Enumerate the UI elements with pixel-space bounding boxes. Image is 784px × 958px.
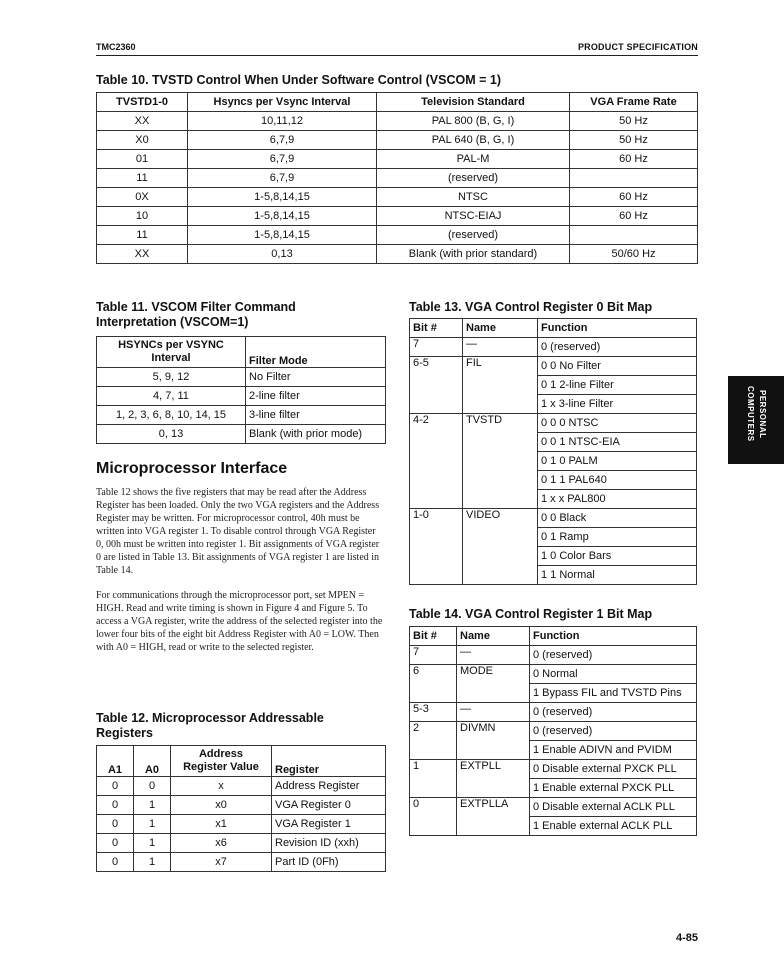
table11-cell: 4, 7, 11	[97, 387, 246, 406]
table11-row	[97, 406, 386, 425]
page-number: 4-85	[675, 932, 698, 944]
table13-name-cell: FIL	[463, 357, 538, 414]
table13-bit-cell: 7	[410, 338, 463, 357]
side-tab-text: PERSONAL	[758, 390, 767, 439]
table10-header: TVSTD1-0	[97, 93, 188, 112]
table11-header	[97, 337, 246, 368]
table14-bit-cell: 0	[410, 798, 457, 836]
table14-bit-cell: 7	[410, 646, 457, 665]
table10-row	[97, 131, 698, 150]
table14-name-cell: DIVMN	[457, 722, 530, 760]
table10-cell: (reserved)	[377, 169, 570, 188]
table11-cell: No Filter	[246, 368, 386, 387]
table13-function-cell: 0 0 Black	[538, 509, 697, 528]
table14-row	[410, 665, 697, 684]
table13-function-cell: 0 1 2-line Filter	[538, 376, 697, 395]
table10-cell: 10,11,12	[188, 112, 377, 131]
table12-cell: 0	[97, 853, 134, 872]
table10-header: Hsyncs per Vsync Interval	[188, 93, 377, 112]
table10-cell: (reserved)	[377, 226, 570, 245]
table13-function-cell: 0 0 No Filter	[538, 357, 697, 376]
table12-cell: 1	[134, 815, 171, 834]
table12-caption-line: Registers	[96, 726, 153, 740]
table13-function-cell: 1 1 Normal	[538, 566, 697, 585]
table12-cell: Revision ID (xxh)	[272, 834, 386, 853]
table13-header: Name	[463, 319, 538, 338]
table13-header: Function	[538, 319, 697, 338]
table10-cell: PAL-M	[377, 150, 570, 169]
table12-cell: 0	[97, 834, 134, 853]
table10-row	[97, 169, 698, 188]
table13-function-cell: 1 0 Color Bars	[538, 547, 697, 566]
table14-function-cell: 1 Enable external ACLK PLL	[530, 817, 697, 836]
table14	[409, 626, 697, 836]
table12-cell: 0	[97, 777, 134, 796]
table13-name-cell: —	[463, 338, 538, 357]
table12-cell: x	[171, 777, 272, 796]
table13-row	[410, 357, 697, 376]
table10-cell: PAL 640 (B, G, I)	[377, 131, 570, 150]
table12-row	[97, 853, 386, 872]
table11-row	[97, 425, 386, 444]
table12-row	[97, 777, 386, 796]
table10-cell: 01	[97, 150, 188, 169]
table12-header: A1	[97, 746, 134, 777]
table11-row	[97, 368, 386, 387]
table12-cell: Address Register	[272, 777, 386, 796]
table12-cell: x7	[171, 853, 272, 872]
table13-function-cell: 0 0 0 NTSC	[538, 414, 697, 433]
table10-cell: 60 Hz	[570, 207, 698, 226]
table13-function-cell: 0 1 0 PALM	[538, 452, 697, 471]
table14-bit-cell: 1	[410, 760, 457, 798]
table10-cell: NTSC	[377, 188, 570, 207]
table10-cell	[570, 226, 698, 245]
table10-cell: XX	[97, 245, 188, 264]
table11	[96, 336, 386, 444]
table12-cell: Part ID (0Fh)	[272, 853, 386, 872]
table14-function-cell: 0 Disable external PXCK PLL	[530, 760, 697, 779]
table11-cell: 2-line filter	[246, 387, 386, 406]
table14-function-cell: 0 Disable external ACLK PLL	[530, 798, 697, 817]
table12-header-line: Register Value	[183, 761, 259, 773]
table10-cell: 0,13	[188, 245, 377, 264]
table13-function-cell: 1 x x PAL800	[538, 490, 697, 509]
table10-cell: 50 Hz	[570, 112, 698, 131]
section-title: PRODUCT SPECIFICATION	[577, 42, 698, 52]
table11-cell: 1, 2, 3, 6, 8, 10, 14, 15	[97, 406, 246, 425]
table12-cell: VGA Register 0	[272, 796, 386, 815]
table14-name-cell: EXTPLL	[457, 760, 530, 798]
table10-header: Television Standard	[377, 93, 570, 112]
header-rule	[96, 55, 698, 56]
table13-function-cell: 1 x 3-line Filter	[538, 395, 697, 414]
table14-function-cell: 1 Enable ADIVN and PVIDM	[530, 741, 697, 760]
table10-cell: 60 Hz	[570, 150, 698, 169]
table13-row	[410, 509, 697, 528]
table12-cell: 1	[134, 853, 171, 872]
table12-cell: x6	[171, 834, 272, 853]
table13-function-cell: 0 1 Ramp	[538, 528, 697, 547]
table10-cell: PAL 800 (B, G, I)	[377, 112, 570, 131]
table14-row	[410, 798, 697, 817]
table12	[96, 745, 386, 872]
table14-row	[410, 646, 697, 665]
table13-bit-cell: 1-0	[410, 509, 463, 585]
table13-name-cell: TVSTD	[463, 414, 538, 509]
table14-caption: Table 14. VGA Control Register 1 Bit Map	[409, 607, 653, 621]
table12-caption-line: Table 12. Microprocessor Addressable	[96, 711, 324, 725]
table11-header-line: HSYNCs per VSYNC	[118, 339, 224, 351]
table14-bit-cell: 2	[410, 722, 457, 760]
table12-cell: 0	[97, 815, 134, 834]
table10-cell: 6,7,9	[188, 169, 377, 188]
table10-cell: 10	[97, 207, 188, 226]
table10-cell: 1-5,8,14,15	[188, 188, 377, 207]
table11-header-line: Interval	[151, 352, 191, 364]
table10-cell: NTSC-EIAJ	[377, 207, 570, 226]
table13-bit-cell: 6-5	[410, 357, 463, 414]
table10-cell	[570, 169, 698, 188]
table11-cell: Blank (with prior mode)	[246, 425, 386, 444]
table14-function-cell: 1 Bypass FIL and TVSTD Pins	[530, 684, 697, 703]
table12-row	[97, 815, 386, 834]
table13-row	[410, 414, 697, 433]
table11-cell: 3-line filter	[246, 406, 386, 425]
table14-row	[410, 722, 697, 741]
table13-function-cell: 0 1 1 PAL640	[538, 471, 697, 490]
table11-header: Filter Mode	[246, 337, 386, 368]
table10-cell: 1-5,8,14,15	[188, 207, 377, 226]
table14-header: Bit #	[410, 627, 457, 646]
table14-bit-cell: 5-3	[410, 703, 457, 722]
table14-function-cell: 0 Normal	[530, 665, 697, 684]
table10-row	[97, 207, 698, 226]
table14-header: Name	[457, 627, 530, 646]
table10-row	[97, 112, 698, 131]
micro-paragraph: Table 12 shows the five registers that may be read after the Address Register has been loaded. Only the two VGA registers and the Address Register may be written. For microprocessor control, 40h must be written into VGA register 1. To disable control through VGA Register 0, 00h must be written into register 1. Bit assignments of VGA register 0 are listed in Table 13. Bit assignments of VGA register 1 are listed in Table 14.	[96, 487, 380, 576]
table10-row	[97, 245, 698, 264]
table12-header	[171, 746, 272, 777]
table14-name-cell: —	[457, 646, 530, 665]
table10-cell: Blank (with prior standard)	[377, 245, 570, 264]
table10-cell: 50 Hz	[570, 131, 698, 150]
table14-function-cell: 0 (reserved)	[530, 703, 697, 722]
table10-cell: X0	[97, 131, 188, 150]
table10-cell: XX	[97, 112, 188, 131]
table10	[96, 92, 698, 264]
section-side-tab	[728, 376, 784, 464]
table12-cell: 0	[97, 796, 134, 815]
table13-row	[410, 338, 697, 357]
table12-cell: x0	[171, 796, 272, 815]
table12-cell: VGA Register 1	[272, 815, 386, 834]
table12-cell: 0	[134, 777, 171, 796]
table10-cell: 60 Hz	[570, 188, 698, 207]
micro-heading: Microprocessor Interface	[96, 460, 288, 477]
table10-cell: 50/60 Hz	[570, 245, 698, 264]
table13-header: Bit #	[410, 319, 463, 338]
doc-id: TMC2360	[96, 42, 136, 52]
table10-cell: 11	[97, 226, 188, 245]
table11-caption	[96, 300, 296, 330]
table14-row	[410, 703, 697, 722]
table12-header: A0	[134, 746, 171, 777]
table12-cell: 1	[134, 796, 171, 815]
table11-cell: 5, 9, 12	[97, 368, 246, 387]
table12-cell: x1	[171, 815, 272, 834]
table10-caption: Table 10. TVSTD Control When Under Software Control (VSCOM = 1)	[96, 73, 502, 87]
table10-row	[97, 226, 698, 245]
table13-caption: Table 13. VGA Control Register 0 Bit Map	[409, 300, 653, 314]
table12-row	[97, 834, 386, 853]
micro-paragraph: For communications through the microprocessor port, set MPEN = HIGH. Read and write timing is shown in Figure 4 and Figure 5. To access a VGA register, write the address of the selected register into the lower four bits of the eight bit Address Register with A0 = LOW. Then with A0 = HIGH, read or write to the selected register.	[96, 590, 383, 653]
table11-row	[97, 387, 386, 406]
table14-name-cell: MODE	[457, 665, 530, 703]
table14-name-cell: —	[457, 703, 530, 722]
table14-function-cell: 1 Enable external PXCK PLL	[530, 779, 697, 798]
table14-function-cell: 0 (reserved)	[530, 646, 697, 665]
table10-cell: 11	[97, 169, 188, 188]
table13-bit-cell: 4-2	[410, 414, 463, 509]
table10-header: VGA Frame Rate	[570, 93, 698, 112]
table10-row	[97, 188, 698, 207]
table10-cell: 1-5,8,14,15	[188, 226, 377, 245]
table14-function-cell: 0 (reserved)	[530, 722, 697, 741]
table10-cell: 0X	[97, 188, 188, 207]
table14-header: Function	[530, 627, 697, 646]
table12-header-line: Address	[198, 748, 244, 760]
micro-body	[96, 486, 384, 666]
table10-row	[97, 150, 698, 169]
table13-function-cell: 0 0 1 NTSC-EIA	[538, 433, 697, 452]
table10-cell: 6,7,9	[188, 131, 377, 150]
table11-caption-line: Interpretation (VSCOM=1)	[96, 315, 249, 329]
table12-header: Register	[272, 746, 386, 777]
table12-row	[97, 796, 386, 815]
table14-bit-cell: 6	[410, 665, 457, 703]
table11-caption-line: Table 11. VSCOM Filter Command	[96, 300, 296, 314]
table13	[409, 318, 697, 585]
table12-caption	[96, 711, 324, 741]
table11-cell: 0, 13	[97, 425, 246, 444]
table13-name-cell: VIDEO	[463, 509, 538, 585]
table14-name-cell: EXTPLLA	[457, 798, 530, 836]
table13-function-cell: 0 (reserved)	[538, 338, 697, 357]
side-tab-text: COMPUTERS	[746, 386, 755, 442]
table12-cell: 1	[134, 834, 171, 853]
table14-row	[410, 760, 697, 779]
table10-cell: 6,7,9	[188, 150, 377, 169]
